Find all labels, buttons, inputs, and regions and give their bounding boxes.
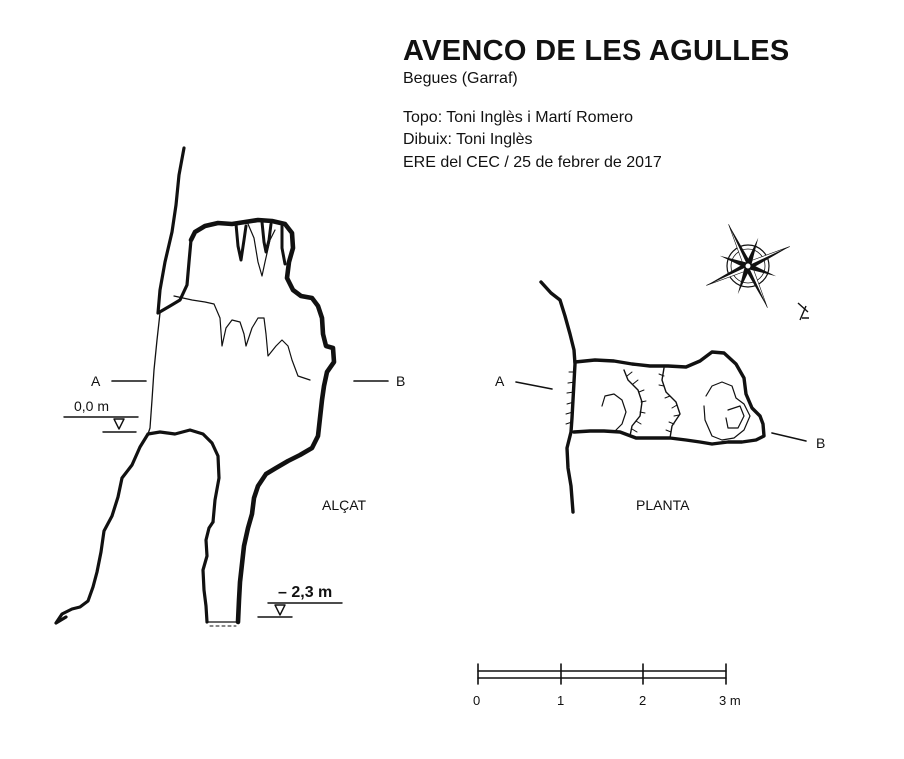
level-top-triangle (114, 419, 124, 429)
section-shaft-left (203, 522, 213, 622)
section-marker-b: B (396, 373, 406, 389)
scale-tick-label: 3 m (719, 693, 741, 708)
compass-rose-icon (687, 205, 809, 327)
scale-tick-label: 0 (473, 693, 481, 708)
section-left-wall (56, 148, 191, 623)
plan-view (516, 282, 806, 512)
plan-b-tick (772, 433, 806, 441)
scale-tick-label: 2 (639, 693, 647, 708)
level-bottom-triangle (275, 605, 285, 615)
section-stalactites (236, 222, 285, 264)
survey-title: AVENCO DE LES AGULLES (403, 35, 790, 67)
credit-team-date: ERE del CEC / 25 de febrer de 2017 (403, 153, 662, 171)
plan-left-wall (541, 282, 575, 512)
section-floor-ledge (148, 430, 219, 522)
section-thin-face (148, 313, 160, 434)
section-chamber-outline (191, 220, 334, 622)
credit-dibuix: Dibuix: Toni Inglès (403, 131, 533, 149)
section-view (56, 148, 388, 626)
plan-shaft-contour-2 (662, 368, 680, 438)
level-top-label: 0,0 m (74, 398, 110, 414)
plan-marker-b: B (816, 435, 826, 451)
scale-bar (478, 664, 726, 684)
survey-location: Begues (Garraf) (403, 69, 518, 87)
credit-topo: Topo: Toni Inglès i Martí Romero (403, 108, 634, 126)
north-arrow-icon (798, 303, 809, 320)
section-view-label: ALÇAT (322, 497, 367, 513)
scale-bar-rail (478, 671, 726, 678)
plan-a-tick (516, 382, 552, 389)
plan-inner-detail (602, 382, 750, 440)
section-marker-a: A (91, 373, 101, 389)
scale-bar-ticks (478, 664, 726, 684)
plan-marker-a: A (495, 373, 505, 389)
plan-shaft-contour-1 (624, 370, 642, 436)
scale-tick-label: 1 (557, 693, 565, 708)
level-bottom-label: – 2,3 m (278, 584, 333, 601)
plan-view-label: PLANTA (636, 497, 690, 513)
